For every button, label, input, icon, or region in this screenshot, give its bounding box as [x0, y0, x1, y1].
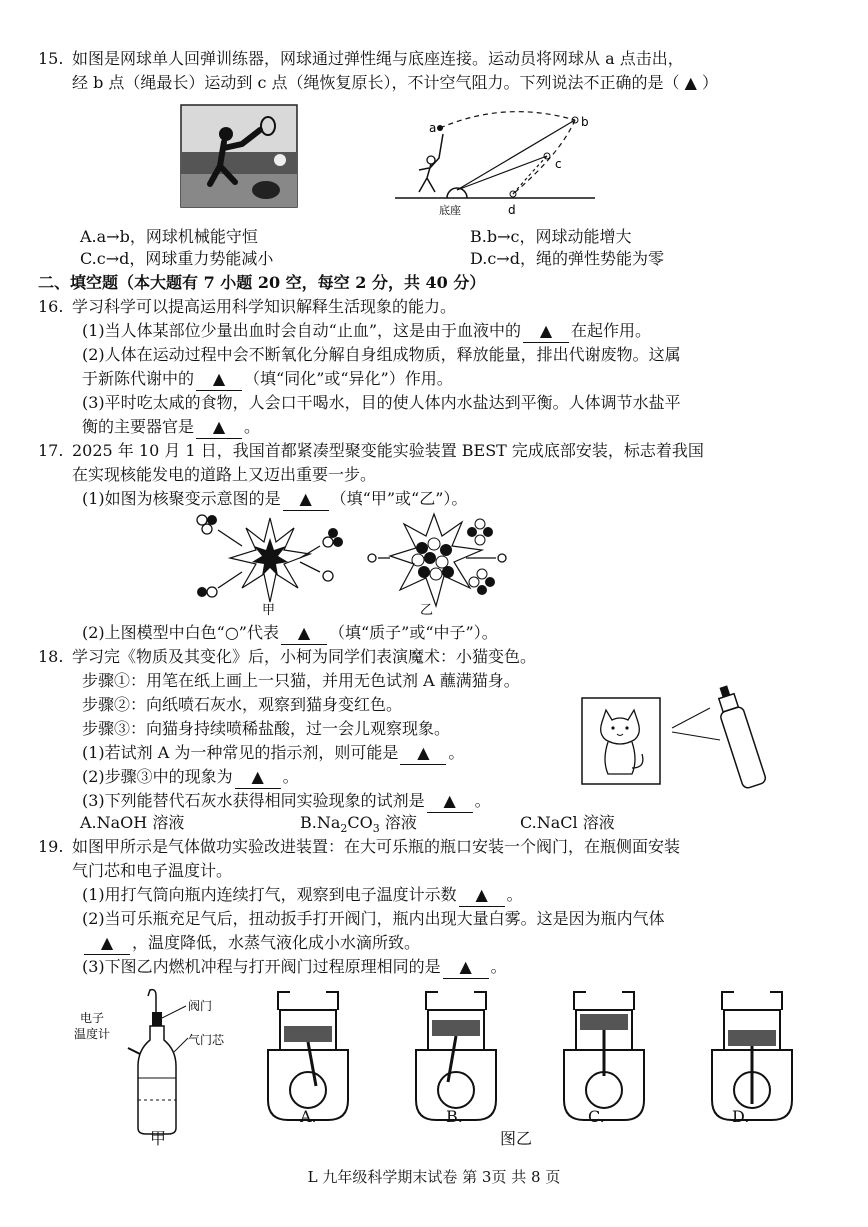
label-valve-core: 气门芯: [188, 1033, 225, 1047]
q18-part3: [82, 790, 491, 813]
q17-part2-tail: （填“质子”或“中子”）。: [329, 623, 498, 642]
engine-c: [564, 992, 644, 1120]
engine-b: [416, 992, 496, 1120]
q16-blank1[interactable]: ▲: [523, 320, 569, 343]
diagram-yi: [368, 514, 506, 618]
label-valve: 阀门: [188, 999, 213, 1013]
q19-part1-tail: 。: [506, 885, 523, 904]
cat-spray-figure: [580, 678, 770, 790]
nuclear-diagrams: [190, 510, 520, 620]
q17-line2: 在实现核能发电的道路上又迈出重要一步。: [72, 465, 377, 484]
q17-part2: [82, 622, 498, 645]
engine-strokes: [258, 990, 798, 1125]
q19-part1-text: (1)用打气筒向瓶内连续打气，观察到电子温度计示数: [82, 885, 457, 904]
diagram-jia: [197, 515, 343, 618]
q16-part3-line1: (3)平时吃太咸的食物，人会口干喝水，目的使人体内水盐达到平衡。人体调节水盐平: [82, 393, 681, 412]
q18-part3-tail: 。: [474, 791, 491, 810]
q16-part1-tail: 在起作用。: [571, 321, 652, 340]
q17-part1-text: (1)如图为核聚变示意图的是: [82, 489, 281, 508]
label-thermometer-2: 温度计: [74, 1027, 111, 1041]
q18-part3-text: (3)下列能替代石灰水获得相同实验现象的试剂是: [82, 791, 425, 810]
q18-blank2[interactable]: ▲: [235, 766, 281, 789]
q16-part2-tail: （填“同化”或“异化”）作用。: [244, 369, 453, 388]
q16-number: 16.: [38, 297, 64, 316]
label-jia: 甲: [262, 603, 276, 618]
q19-part3-text: (3)下图乙内燃机冲程与打开阀门过程原理相同的是: [82, 957, 441, 976]
figure-jia-caption: 甲: [150, 1129, 167, 1148]
q16-part3-text: 衡的主要器官是: [82, 417, 195, 436]
q19-blank1[interactable]: ▲: [459, 884, 505, 907]
q18-blank3[interactable]: ▲: [427, 790, 473, 813]
page-footer: L 九年级科学期末试卷 第 3页 共 8 页: [307, 1168, 561, 1186]
q18-part1: [82, 742, 464, 765]
bottle-figure: [70, 982, 250, 1147]
trajectory-diagram: [395, 104, 595, 222]
q18-option-b-post: 溶液: [379, 813, 417, 832]
q18-option-a: A.NaOH 溶液: [80, 813, 185, 832]
q18-part2: [82, 766, 299, 789]
q16-part3-line2: [82, 416, 260, 439]
q19-blank2[interactable]: ▲: [84, 932, 130, 955]
q16-stem: 学习科学可以提高运用科学知识解释生活现象的能力。: [72, 297, 457, 316]
q18-option-b-sub2: 2: [340, 822, 348, 836]
q16-part1-text: (1)当人体某部位少量出血时会自动“止血”，这是由于血液中的: [82, 321, 522, 340]
q18-blank1[interactable]: ▲: [400, 742, 446, 765]
section-2-title: 二、填空题（本大题有 7 小题 20 空，每空 2 分，共 40 分）: [38, 273, 486, 292]
tennis-photo: [180, 104, 298, 208]
q19-blank3[interactable]: ▲: [443, 956, 489, 979]
q15-line1: 如图是网球单人回弹训练器，网球通过弹性绳与底座连接。运动员将网球从 a 点击出，: [72, 49, 684, 68]
figure-yi-caption: 图乙: [500, 1129, 533, 1148]
q16-blank2[interactable]: ▲: [196, 368, 242, 391]
q18-option-c: C.NaCl 溶液: [520, 813, 615, 832]
q17-blank2[interactable]: ▲: [281, 622, 327, 645]
label-thermometer-1: 电子: [80, 1011, 105, 1025]
q18-step2: 步骤②：向纸喷石灰水，观察到猫身变红色。: [82, 695, 403, 714]
engine-d: [712, 992, 792, 1120]
q19-number: 19.: [38, 837, 64, 856]
q16-part2-line1: (2)人体在运动过程中会不断氧化分解自身组成物质，释放能量，排出代谢废物。这属: [82, 345, 681, 364]
engine-label-b: B.: [446, 1107, 463, 1126]
q17-part2-text: (2)上图模型中白色“○”代表: [82, 623, 279, 642]
label-b: b: [581, 115, 589, 129]
q18-option-b-pre: B.Na: [300, 813, 341, 832]
q17-line1: 2025 年 10 月 1 日，我国首都紧凑型聚变能实验装置 BEST 完成底部安装，标志着我国: [72, 441, 704, 460]
q17-blank1[interactable]: ▲: [283, 488, 329, 511]
q19-part1: [82, 884, 523, 907]
engine-label-d: D.: [732, 1107, 750, 1126]
q15-line2: 经 b 点（绳最长）运动到 c 点（绳恢复原长），不计空气阻力。下列说法不正确的是（ ▲ ）: [72, 73, 719, 92]
engine-label-a: A.: [300, 1107, 317, 1126]
q19-part2-line1: (2)当可乐瓶充足气后，扭动扳手打开阀门，瓶内出现大量白雾。这是因为瓶内气体: [82, 909, 665, 928]
label-yi: 乙: [420, 603, 434, 618]
q18-option-b-sub3: 3: [372, 822, 380, 836]
q18-part2-tail: 。: [282, 767, 299, 786]
q19-line2: 气门芯和电子温度计。: [72, 861, 233, 880]
q15-option-d: D.c→d，绳的弹性势能为零: [470, 249, 664, 268]
q15-option-b: B.b→c，网球动能增大: [470, 227, 632, 246]
engine-label-c: C.: [588, 1107, 605, 1126]
q15-number: 15.: [38, 49, 64, 68]
q18-part2-text: (2)步骤③中的现象为: [82, 767, 233, 786]
q18-part1-tail: 。: [448, 743, 465, 762]
q17-number: 17.: [38, 441, 64, 460]
label-c: c: [555, 157, 562, 171]
q19-part2-line2: [82, 932, 420, 955]
q15-option-a: A.a→b，网球机械能守恒: [80, 227, 258, 246]
q18-number: 18.: [38, 647, 64, 666]
q19-line1: 如图甲所示是气体做功实验改进装置：在大可乐瓶的瓶口安装一个阀门，在瓶侧面安装: [72, 837, 681, 856]
q16-part2-text: 于新陈代谢中的: [82, 369, 195, 388]
engine-a: [268, 992, 348, 1120]
q19-part2-tail: ，温度降低，水蒸气液化成小水滴所致。: [132, 933, 421, 952]
q19-part3-tail: 。: [490, 957, 507, 976]
q18-step3: 步骤③：向猫身持续喷稀盐酸，过一会儿观察现象。: [82, 719, 451, 738]
q18-stem: 学习完《物质及其变化》后，小柯为同学们表演魔术：小猫变色。: [72, 647, 537, 666]
q15-option-c: C.c→d，网球重力势能减小: [80, 249, 274, 268]
q18-step1: 步骤①：用笔在纸上画上一只猫，并用无色试剂 A 蘸满猫身。: [82, 671, 520, 690]
q18-option-b-mid: CO: [347, 813, 373, 832]
label-a: a: [429, 121, 437, 135]
q17-part1-tail: （填“甲”或“乙”）。: [330, 489, 468, 508]
q16-part3-tail: 。: [244, 417, 261, 436]
q19-part3: [82, 956, 507, 979]
q18-part1-text: (1)若试剂 A 为一种常见的指示剂，则可能是: [82, 743, 399, 762]
label-base: 底座: [439, 204, 461, 217]
q16-part2-line2: [82, 368, 453, 391]
q16-blank3[interactable]: ▲: [196, 416, 242, 439]
label-d: d: [508, 203, 516, 217]
q17-part1: [82, 488, 467, 511]
q16-part1: [82, 320, 651, 343]
